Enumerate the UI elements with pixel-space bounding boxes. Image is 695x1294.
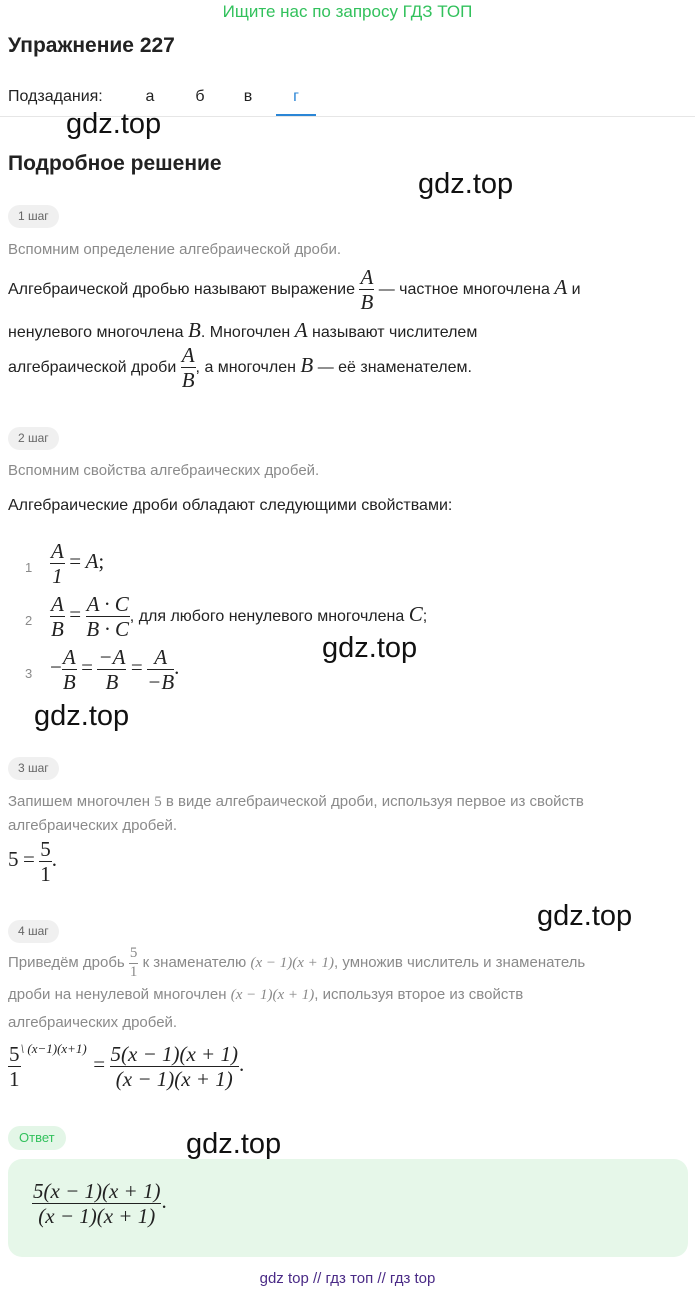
- math-semicolon: ;: [98, 548, 105, 573]
- subtask-tab-v[interactable]: в: [243, 88, 253, 105]
- text: алгебраических дробей.: [8, 1013, 178, 1031]
- math-period: .: [238, 1052, 245, 1076]
- text: Запишем многочлен: [8, 793, 151, 810]
- answer-expression: [32, 1180, 167, 1227]
- fraction-5-over-1: [39, 838, 52, 885]
- fraction-result: [110, 1043, 239, 1090]
- watermark: gdz.top: [34, 700, 130, 732]
- numerator: −A: [98, 645, 126, 669]
- subtasks-label: Подзадания:: [8, 88, 103, 105]
- denominator: 1: [9, 1067, 20, 1092]
- fraction-ac-over-bc: [86, 593, 130, 640]
- text: алгебраических дробей.: [8, 817, 178, 834]
- math-five: 5: [154, 794, 162, 810]
- text: к знаменателю: [142, 954, 247, 972]
- numerator: 5: [40, 837, 51, 861]
- subtask-tab-a[interactable]: а: [145, 88, 155, 105]
- math-a: A: [554, 274, 568, 299]
- text: называют числителем: [311, 324, 478, 341]
- property-number: 3: [25, 666, 33, 681]
- page-title: Упражнение 227: [8, 34, 175, 57]
- math-multiplier: \ (x−1)(x+1): [20, 1041, 87, 1056]
- math-eq: =: [69, 601, 82, 626]
- answer-badge: Ответ: [8, 1126, 66, 1150]
- denominator: B: [62, 670, 76, 695]
- text: , а многочлен: [195, 358, 296, 376]
- text: ,: [129, 607, 139, 625]
- watermark: gdz.top: [418, 168, 514, 200]
- step-badge: 3 шаг: [8, 757, 59, 780]
- fraction-a-over-1: [50, 540, 65, 587]
- watermark: gdz.top: [186, 1128, 282, 1160]
- denominator: B: [51, 617, 64, 642]
- fraction-5-over-1: [8, 1043, 21, 1090]
- text: , используя второе из свойств: [314, 985, 524, 1003]
- math-period: .: [174, 654, 180, 679]
- math-eq: =: [81, 654, 93, 679]
- text: Приведём дробь: [8, 954, 125, 972]
- text: , умножив числитель и знаменатель: [334, 954, 586, 972]
- step-badge: 1 шаг: [8, 205, 59, 228]
- numerator: A: [51, 592, 64, 616]
- math-period: .: [161, 1188, 167, 1213]
- math-b: B: [188, 318, 201, 342]
- properties-intro: Алгебраические дроби обладают следующими свойствами:: [8, 497, 453, 514]
- step-4-equation: [8, 1041, 244, 1090]
- math-eq: =: [22, 846, 35, 871]
- denominator: 1: [129, 963, 138, 980]
- subtask-tab-b[interactable]: б: [195, 88, 205, 105]
- fraction-a-over-minus-b: [147, 646, 174, 693]
- numerator: A: [360, 265, 374, 289]
- text: . Многочлен: [200, 324, 291, 341]
- denominator: 1: [52, 564, 63, 589]
- math-c: C: [408, 601, 423, 626]
- math-a: A: [294, 318, 308, 342]
- denominator: (x − 1)(x + 1): [38, 1204, 156, 1229]
- math-eq: =: [93, 1052, 106, 1076]
- subtask-tab-g[interactable]: г: [276, 80, 316, 116]
- step-hint: Вспомним определение алгебраической дроби.: [8, 241, 342, 258]
- text: для любого ненулевого многочлена: [138, 607, 405, 625]
- numerator: A · C: [86, 592, 129, 616]
- step-hint: [8, 790, 688, 838]
- math-eq: =: [69, 548, 82, 573]
- numerator: A: [147, 646, 174, 670]
- fraction-a-over-b: [50, 593, 65, 640]
- numerator: 5(x − 1)(x + 1): [110, 1042, 238, 1067]
- numerator: 5: [9, 1042, 20, 1067]
- numerator: A: [51, 539, 64, 563]
- math-poly: (x − 1)(x + 1): [230, 986, 315, 1003]
- math-period: .: [51, 846, 57, 871]
- denominator: B: [360, 290, 374, 315]
- fraction-a-over-b: [181, 344, 196, 391]
- math-eq: =: [130, 654, 143, 679]
- fraction-a-over-b: [62, 646, 77, 693]
- definition-line-2: [8, 318, 477, 343]
- fraction-5-over-1: [129, 946, 139, 981]
- watermark: gdz.top: [322, 632, 418, 664]
- text: Алгебраической дробью называют выражение: [8, 280, 355, 298]
- footer-links[interactable]: gdz top // гдз топ // гдз top: [259, 1270, 436, 1287]
- math-a: A: [85, 548, 99, 573]
- denominator: 1: [40, 862, 51, 887]
- denominator: B · C: [86, 617, 129, 642]
- denominator: −B: [147, 670, 175, 695]
- text: и: [571, 280, 581, 298]
- search-promo-banner: Ищите нас по запросу ГДЗ ТОП: [222, 2, 473, 21]
- property-2: [50, 593, 427, 640]
- property-number: 1: [25, 560, 33, 575]
- fraction-a-over-b: [359, 266, 374, 313]
- step-hint: [8, 946, 688, 1036]
- text: — её знаменателем.: [317, 358, 472, 376]
- numerator: A: [62, 645, 76, 669]
- step-3-equation: [8, 838, 57, 885]
- text: — частное многочлена: [378, 280, 550, 298]
- denominator: B: [105, 670, 119, 695]
- property-3: [50, 646, 179, 693]
- definition-line-1: [8, 266, 581, 313]
- step-hint: Вспомним свойства алгебраических дробей.: [8, 462, 320, 479]
- watermark: gdz.top: [537, 900, 633, 932]
- text: алгебраической дроби: [8, 358, 177, 376]
- numerator: A: [181, 343, 195, 367]
- math-five: 5: [8, 846, 19, 871]
- text: дроби на ненулевой многочлен: [8, 985, 227, 1003]
- text: ;: [422, 607, 428, 625]
- definition-line-3: [8, 344, 472, 391]
- property-1: [50, 540, 104, 587]
- math-poly: (x − 1)(x + 1): [250, 955, 335, 972]
- fraction-minus-a-over-b: [97, 646, 126, 693]
- step-badge: 4 шаг: [8, 920, 59, 943]
- solution-heading: Подробное решение: [8, 152, 222, 175]
- text: в виде алгебраической дроби, используя первое из свойств: [165, 793, 584, 810]
- math-minus: −: [50, 654, 62, 679]
- denominator: (x − 1)(x + 1): [115, 1067, 233, 1092]
- denominator: B: [181, 368, 195, 393]
- text: ненулевого многочлена: [8, 324, 184, 341]
- numerator: 5: [129, 946, 139, 964]
- step-badge: 2 шаг: [8, 427, 59, 450]
- fraction-result: [32, 1180, 161, 1227]
- watermark: gdz.top: [66, 108, 162, 140]
- math-b: B: [300, 352, 314, 377]
- numerator: 5(x − 1)(x + 1): [33, 1179, 161, 1203]
- property-number: 2: [25, 613, 33, 628]
